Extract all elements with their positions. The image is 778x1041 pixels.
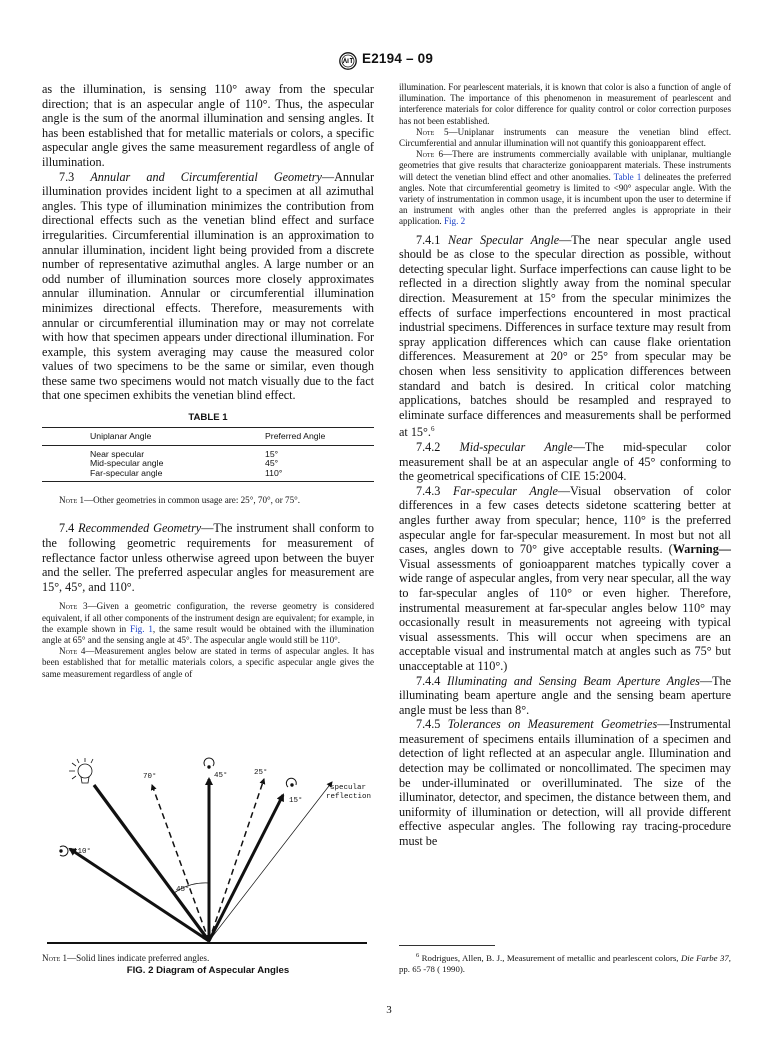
left-column xyxy=(42,82,374,680)
label-110: 110° xyxy=(73,848,92,856)
note-text: —Uniplanar instruments can measure the venetian blind effect. Circumferential and annular illumination will not quantify this gonioapparent effect. xyxy=(399,126,731,149)
note-label: Note 4 xyxy=(59,646,86,657)
table-cell: 110° xyxy=(265,469,374,482)
fig-2-link[interactable]: Fig. 2 xyxy=(443,216,466,227)
section-text: —The illuminating beam aperture angle and the sensing beam aperture angle must be less than 8°. xyxy=(399,673,732,717)
table-cell: 45° xyxy=(265,458,279,469)
document-id: E2194 – 09 xyxy=(362,51,434,66)
note-text: , the same result would be obtained with the illumination angle at 65° and the sensing angle at 45°. The aspecular angle would still be 110°. xyxy=(42,623,375,646)
table-cell: Far-specular angle xyxy=(42,469,265,482)
paragraph-aspecular-continued: as the illumination, is sensing 110° away from the specular direction; that is an aspecular angle of 110°. Thus, the aspecular angle is the sum of the anormal illumination and sensing angles. It has been established that for metallic materials or colors, a specific aspecular angle gives the same measurement regardless of angle of illumination. xyxy=(42,82,374,169)
fig-1-link[interactable]: Fig. 1 xyxy=(130,623,153,634)
table-cell: Mid-specular angle xyxy=(90,458,164,469)
note-text: —Other geometries in common usage are: 25°, 70°, or 75°. xyxy=(84,495,301,506)
label-45: 45° xyxy=(214,772,228,780)
section-title: Recommended Geometry xyxy=(78,521,202,536)
label-reflection: reflection xyxy=(326,793,372,801)
footnote-6 xyxy=(399,950,731,975)
note-label: Note 6 xyxy=(416,149,444,160)
note-text: —There are instruments commercially available with uniplanar, multiangle geometries that give results that characterize gonioapparent materials. These instruments will detect the venetian blind effect and other anomalies. xyxy=(399,149,731,182)
diagram-svg xyxy=(42,757,374,960)
footnote-rule xyxy=(399,945,495,946)
section-text: —Instrumental measurement of specimens entails illumination of a specimen and detection of light reflected at an aspecular angle. Illumination and detection may be collimated or noncollimated. The specimen may be under-illuminated or overilluminated. The size of the illuminator, detector, and specimen, the distance between them, and uniformity of illumination or detection, will all provide different effective aspecular angles. The following ray tracing-procedure must be xyxy=(399,717,732,849)
aspecular-angle-diagram xyxy=(42,757,374,960)
specular-reflection-line xyxy=(209,782,332,941)
page-header xyxy=(0,50,778,72)
paragraph-illumination-continued: illumination. For pearlescent materials, it is known that color is also a function of angle of illumination. The importance of this phenomenon in measurement of pearlescent and interference materials for color difference for quality control or color correction purposes has not been established. xyxy=(399,82,731,126)
note-text: —Solid lines indicate preferred angles. xyxy=(67,953,210,963)
table-header-uniplanar: Uniplanar Angle xyxy=(42,428,265,446)
label-specular: specular xyxy=(330,784,367,792)
section-number: 7.3 xyxy=(59,169,75,184)
table-header-preferred: Preferred Angle xyxy=(265,428,374,446)
note-text: delineates the preferred angles. Note that circumferential geometry is limited to <90° aspecular angle. With the variety of instrumentation in common usage, it is incumbent upon the user to determine if an instrument with angles other than the preferred angles is appropriate in their application. xyxy=(399,171,732,227)
section-title: Mid-specular Angle xyxy=(459,440,573,455)
note-3 xyxy=(42,601,374,646)
note-5 xyxy=(399,127,731,149)
section-number: 7.4.5 xyxy=(416,717,441,732)
footnote-number: 6 xyxy=(416,952,420,959)
section-7-4-4 xyxy=(399,674,731,718)
figure-note xyxy=(42,953,209,963)
section-text: —Visual observation of color differences in a few cases detects sidetone scattering better at angles further away from specular; hence, 110° is the preferred aspecular angle for far-specular measurement. In most but not all cases, angles down to 70° give acceptable results. ( xyxy=(399,483,731,557)
label-15: 15° xyxy=(289,797,303,805)
ray-15 xyxy=(209,795,283,941)
table-row xyxy=(42,446,374,460)
light-bulb-icon xyxy=(69,758,93,783)
astm-logo-icon xyxy=(339,52,357,70)
section-7-4-2 xyxy=(399,440,731,484)
section-7-4 xyxy=(42,521,374,594)
section-title: Illuminating and Sensing Beam Aperture Angles xyxy=(447,673,700,688)
table-title: TABLE 1 xyxy=(188,412,228,424)
note-label: Note 5 xyxy=(416,126,449,137)
section-number: 7.4.3 xyxy=(416,483,441,498)
ray-110 xyxy=(70,849,209,941)
label-45-inner: 45° xyxy=(176,886,190,894)
right-column xyxy=(399,82,731,849)
note-label: Note 3 xyxy=(59,601,88,612)
preferred-angles-table xyxy=(42,427,374,482)
table-row xyxy=(42,469,374,482)
label-25: 25° xyxy=(254,769,268,777)
ray-70 xyxy=(152,785,209,941)
page-number: 3 xyxy=(386,1004,392,1016)
section-text: —The mid-specular color measurement shall be at an aspecular angle of 45° conforming to the geometrical specifications of CIE 15:2004. xyxy=(399,440,731,484)
figure-caption: FIG. 2 Diagram of Aspecular Angles xyxy=(126,965,290,976)
footnote-text: , pp. 65 -78 ( 1990). xyxy=(399,952,731,974)
section-number: 7.4.1 xyxy=(416,232,441,247)
table-cell: Near specular xyxy=(90,449,145,460)
section-7-4-5 xyxy=(399,717,731,848)
note-6 xyxy=(399,149,731,227)
footnote-text: Rodrigues, Allen, B. J., Measurement of metallic and pearlescent colors, xyxy=(419,952,681,963)
table-1-link[interactable]: Table 1 xyxy=(613,171,642,182)
section-title: Annular and Circumferential Geometry xyxy=(90,169,322,184)
section-7-3 xyxy=(42,170,374,404)
section-number: 7.4.2 xyxy=(416,440,441,455)
note-text: —Given a geometric configuration, the reverse geometry is considered equivalent, if all other components of the instrument design are equivalent; for example, in the example shown in xyxy=(42,601,374,634)
section-title: Far-specular Angle xyxy=(452,483,558,498)
section-7-4-3 xyxy=(399,484,731,674)
label-70: 70° xyxy=(143,773,157,781)
table-note xyxy=(42,495,374,506)
section-number: 7.4 xyxy=(59,521,75,536)
section-text: Visual assessments of gonioapparent matches typically cover a wide range of aspecular angles, from very near specular, all the way to far-specular angles of 110° or even higher. Therefore, instrumental measurement at far-specular angles below 110° may occasionally result in measurements not agreeing with typical visual assessments. This will occur when specimens are an acceptable visual and instrumental match at angles such as 75° but unacceptable at 110°.) xyxy=(399,556,731,673)
footnote-journal: Die Farbe 37 xyxy=(680,952,729,963)
note-label: Note 1 xyxy=(42,953,68,963)
note-text: —Measurement angles below are stated in terms of aspecular angles. It has been established that for metallic materials colors, a specific aspecular angle gives the same measurement regardless of angle of xyxy=(42,646,374,679)
warning-label: Warning— xyxy=(672,542,731,557)
section-7-4-1 xyxy=(399,233,731,440)
note-4 xyxy=(42,646,374,680)
section-text: —The instrument shall conform to the following geometric requirements for measurement of reflectance factor unless otherwise agreed upon between the buyer and the seller. The preferred aspecular angles for measurement are 15°, 45°, and 110°. xyxy=(42,521,374,594)
footnote-ref[interactable]: 6 xyxy=(430,425,435,434)
ray-25 xyxy=(209,779,264,941)
section-title: Tolerances on Measurement Geometries xyxy=(447,717,658,732)
table-cell: 15° xyxy=(265,449,279,460)
section-text: —Annular illumination provides incident light to a specimen at all azimuthal angles. This type of illumination minimizes the contribution from directional effects such as the venetian blind effect and surface irregularities. Circumferential illumination is an approximation to annular illumination, incident light being provided from a discrete number of representative azimuthal angles. A large number or an odd number of illumination sources more closely approximates annular illumination. Annular or circumferential illumination minimizes directional effects. Therefore, measurements with annular or circumferential illumination may or may not correlate with how that specimen appears under directional illumination. For example, this system averaging may cause the measured color values of two specimens to be the same or similar, even though these same two specimens would not match visually due to the fact that one specimen exhibits the venetian blind effect. xyxy=(42,169,375,403)
section-number: 7.4.4 xyxy=(416,673,441,688)
section-title: Near Specular Angle xyxy=(447,232,560,247)
incident-ray xyxy=(94,785,209,941)
section-text: —The near specular angle used should be as close to the specular direction as possible, without detecting specular light. Surface imperfections can cause light to be reflected in a direction slightly away from the nominal specular direction. Measurement at 15° from the specular minimizes the effects of surface imperfections encountered in most practical industrial specimens. Differences in surface texture may result from spray application differences which can cause flake orientation differences. Measurement at 20° or 25° from specular may be chosen when less sensitivity to application differences between standard and batch is desired. In critical color matching applications, batches should be resampled and resprayed to eliminate surface differences and measurements shall be performed at 15°. xyxy=(399,232,731,440)
note-label: Note 1 xyxy=(59,495,85,506)
